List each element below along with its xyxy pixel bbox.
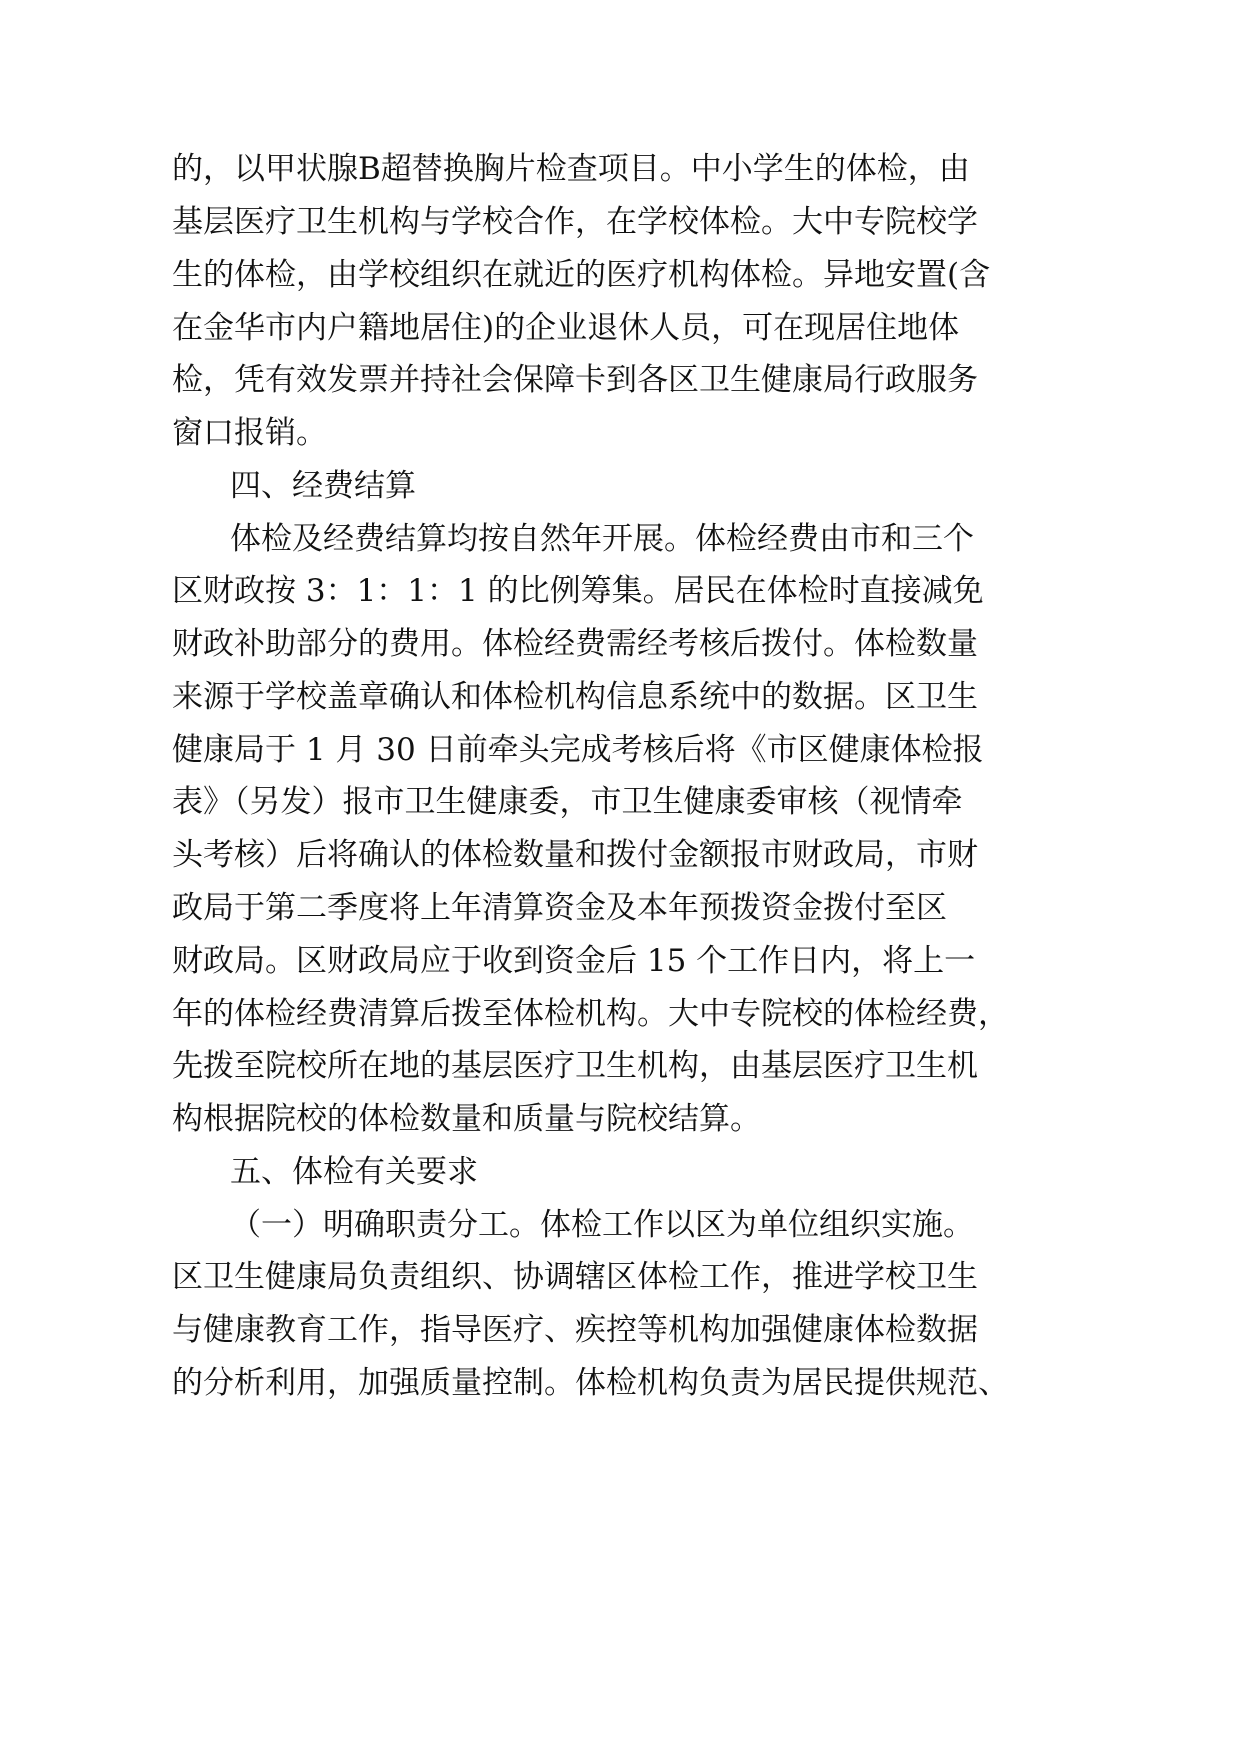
text-line (0, 1205, 1241, 1245)
line-text: （一）明确职责分工。体检工作以区为单位组织实施。 (230, 1207, 974, 1243)
text-line (0, 413, 1241, 453)
line-text: 在金华市内户籍地居住)的企业退休人员，可在现居住地体 (172, 310, 960, 346)
line-text: 区卫生健康局负责组织、协调辖区体检工作，推进学校卫生 (172, 1259, 978, 1295)
section-heading-text: 四、经费结算 (230, 468, 416, 504)
line-text: 政局于第二季度将上年清算资金及本年预拨资金拨付至区 (172, 890, 947, 926)
text-line (0, 1310, 1241, 1350)
line-text: 头考核）后将确认的体检数量和拨付金额报市财政局，市财 (172, 837, 978, 873)
text-line (0, 888, 1241, 928)
line-text: 检，凭有效发票并持社会保障卡到各区卫生健康局行政服务 (172, 362, 978, 398)
section-heading (0, 466, 1241, 506)
text-line (0, 941, 1241, 981)
text-line (0, 994, 1241, 1034)
line-text: 窗口报销。 (172, 415, 327, 451)
text-line (0, 571, 1241, 611)
text-line (0, 624, 1241, 664)
text-line (0, 835, 1241, 875)
line-text: 体检及经费结算均按自然年开展。体检经费由市和三个 (230, 521, 974, 557)
text-line (0, 519, 1241, 559)
line-text: 健康局于 1 月 30 日前牵头完成考核后将《市区健康体检报 (172, 732, 984, 768)
line-text: 的，以甲状腺B超替换胸片检查项目。中小学生的体检，由 (172, 151, 970, 187)
line-text: 区财政按 3：1：1：1 的比例筹集。居民在体检时直接减免 (172, 573, 984, 609)
line-text: 财政局。区财政局应于收到资金后 15 个工作日内，将上一 (172, 943, 976, 979)
line-text: 的分析利用，加强质量控制。体检机构负责为居民提供规范、 (172, 1365, 1009, 1401)
text-line (0, 149, 1241, 189)
text-line (0, 782, 1241, 822)
text-line (0, 677, 1241, 717)
text-line (0, 1099, 1241, 1139)
line-text: 构根据院校的体检数量和质量与院校结算。 (172, 1101, 761, 1137)
text-line (0, 730, 1241, 770)
text-line (0, 1363, 1241, 1403)
line-text: 财政补助部分的费用。体检经费需经考核后拨付。体检数量 (172, 626, 978, 662)
line-text: 生的体检，由学校组织在就近的医疗机构体检。异地安置(含 (172, 257, 991, 293)
text-line (0, 360, 1241, 400)
text-line (0, 1046, 1241, 1086)
line-text: 基层医疗卫生机构与学校合作，在学校体检。大中专院校学 (172, 204, 978, 240)
line-text: 来源于学校盖章确认和体检机构信息系统中的数据。区卫生 (172, 679, 978, 715)
line-text: 表》（另发）报市卫生健康委，市卫生健康委审核（视情牵 (172, 784, 963, 820)
text-line (0, 308, 1241, 348)
text-line (0, 1257, 1241, 1297)
line-text: 与健康教育工作，指导医疗、疾控等机构加强健康体检数据 (172, 1312, 978, 1348)
section-heading (0, 1152, 1241, 1192)
text-line (0, 202, 1241, 242)
section-heading-text: 五、体检有关要求 (230, 1154, 478, 1190)
line-text: 年的体检经费清算后拨至体检机构。大中专院校的体检经费， (172, 996, 1009, 1032)
text-line (0, 255, 1241, 295)
line-text: 先拨至院校所在地的基层医疗卫生机构，由基层医疗卫生机 (172, 1048, 978, 1084)
